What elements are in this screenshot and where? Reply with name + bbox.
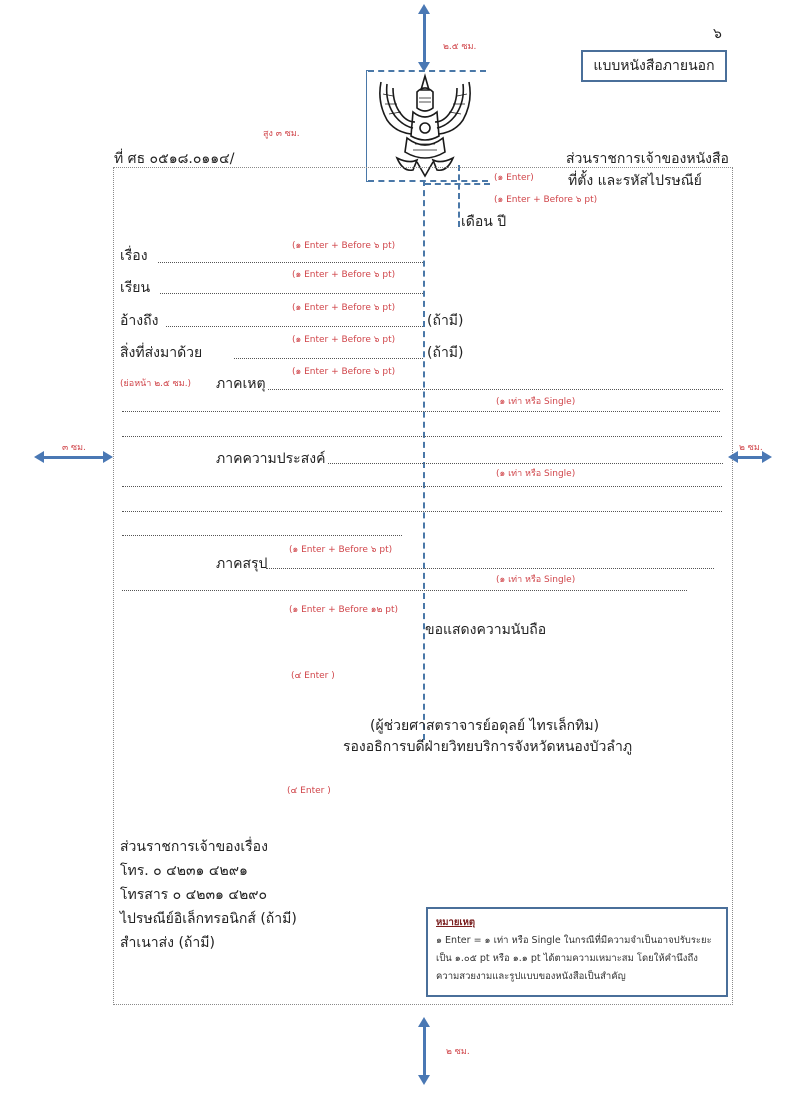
- right-margin-label: ๒ ซม.: [739, 443, 763, 453]
- bottom-margin-label: ๒ ซม.: [446, 1047, 470, 1057]
- field-enclosure-line[interactable]: [234, 358, 423, 359]
- body-line[interactable]: [122, 590, 687, 591]
- copy-to: สำเนาส่ง (ถ้ามี): [120, 935, 215, 951]
- body-line[interactable]: [122, 511, 722, 512]
- doc-type-label: แบบหนังสือภายนอก: [581, 50, 727, 82]
- body-purpose-label: ภาคความประสงค์: [216, 451, 326, 467]
- spacing-note: (๑ Enter + Before ๖ pt): [292, 367, 396, 377]
- field-enclosure-label: สิ่งที่ส่งมาด้วย: [120, 345, 203, 361]
- field-enclosure-suffix: (ถ้ามี): [427, 345, 464, 361]
- body-cause-label: ภาคเหตุ: [216, 376, 266, 392]
- date-line: เดือน ปี: [461, 214, 507, 230]
- indent-label: (ย่อหน้า ๒.๕ ซม.): [120, 379, 192, 389]
- email: ไปรษณีย์อิเล็กทรอนิกส์ (ถ้ามี): [120, 911, 297, 927]
- left-margin-arrow: [42, 456, 104, 459]
- body-cause-line[interactable]: [268, 389, 723, 390]
- spacing-note: (๑ เท่า หรือ Single): [496, 575, 576, 585]
- page-number: ๖: [713, 26, 722, 42]
- emblem-height-label: สูง ๓ ซม.: [263, 129, 300, 139]
- spacing-note: (๑ เท่า หรือ Single): [496, 397, 576, 407]
- bottom-margin-arrow: [423, 1025, 426, 1077]
- spacing-note: (๑ Enter + Before ๖ pt): [292, 270, 396, 280]
- garuda-emblem-icon: [373, 72, 477, 180]
- reference-number: ที่ ศธ ๐๕๑๘.๐๑๑๔/: [114, 151, 235, 167]
- emblem-height-bracket: [366, 70, 373, 182]
- arrow-right-icon: [762, 451, 772, 463]
- agency-line-1: ส่วนราชการเจ้าของหนังสือ: [566, 151, 729, 167]
- remark-text: ๑ Enter = ๑ เท่า หรือ Single ในกรณีที่มีความจำเป็นอาจปรับระยะเป็น ๑.๐๕ pt หรือ ๑.๑ pt ได้ตามความเหมาะสม โดยให้คำนึงถึงความสวยงามและรูปแบบของหนังสือเป็นสำคัญ: [436, 935, 712, 982]
- left-margin-label: ๓ ซม.: [62, 443, 86, 453]
- spacing-note: (๑ Enter + Before ๖ pt): [494, 195, 598, 205]
- fax: โทรสาร ๐ ๔๒๓๑ ๔๒๙๐: [120, 887, 267, 903]
- agency-line-2: ที่ตั้ง และรหัสไปรษณีย์: [568, 173, 702, 189]
- phone: โทร. ๐ ๔๒๓๑ ๔๒๙๑: [120, 863, 248, 879]
- body-purpose-line[interactable]: [328, 463, 723, 464]
- field-subject-label: เรื่อง: [120, 248, 148, 264]
- field-reference-line[interactable]: [166, 326, 423, 327]
- field-reference-label: อ้างถึง: [120, 313, 159, 329]
- spacing-note: (๑ Enter): [494, 173, 534, 183]
- closing-text: ขอแสดงความนับถือ: [425, 622, 547, 638]
- body-line[interactable]: [122, 436, 722, 437]
- spacing-note: (๑ Enter + Before ๖ pt): [289, 545, 393, 555]
- field-subject-line[interactable]: [158, 262, 423, 263]
- body-line[interactable]: [122, 535, 402, 536]
- arrow-down-icon: [418, 1075, 430, 1085]
- field-to-label: เรียน: [120, 280, 151, 296]
- top-margin-arrow: [423, 12, 426, 67]
- spacing-note: (๔ Enter ): [287, 786, 331, 796]
- arrow-right-icon: [103, 451, 113, 463]
- spacing-note: (๑ Enter + Before ๖ pt): [292, 241, 396, 251]
- signatory-position: รองอธิการบดีฝ่ายวิทยบริการจังหวัดหนองบัวลำภู: [343, 739, 633, 755]
- remark-box: [426, 907, 728, 997]
- top-margin-label: ๒.๕ ซม.: [443, 42, 477, 52]
- owner-unit: ส่วนราชการเจ้าของเรื่อง: [120, 839, 268, 855]
- remark-title: หมายเหตุ: [436, 917, 476, 928]
- spacing-note: (๑ Enter + Before ๖ pt): [292, 303, 396, 313]
- signatory-name: (ผู้ช่วยศาสตราจารย์อดุลย์ ไทรเล็กทิม): [370, 718, 600, 734]
- spacing-note: (๔ Enter ): [291, 671, 335, 681]
- body-conclusion-line[interactable]: [266, 568, 714, 569]
- spacing-note: (๑ Enter + Before ๖ pt): [292, 335, 396, 345]
- body-conclusion-label: ภาคสรุป: [216, 556, 268, 572]
- spacing-note: (๑ เท่า หรือ Single): [496, 469, 576, 479]
- body-line[interactable]: [122, 411, 720, 412]
- field-to-line[interactable]: [160, 293, 423, 294]
- right-margin-arrow: [736, 456, 764, 459]
- spacing-note: (๑ Enter + Before ๑๒ pt): [289, 605, 399, 615]
- body-line[interactable]: [122, 486, 722, 487]
- field-reference-suffix: (ถ้ามี): [427, 313, 464, 329]
